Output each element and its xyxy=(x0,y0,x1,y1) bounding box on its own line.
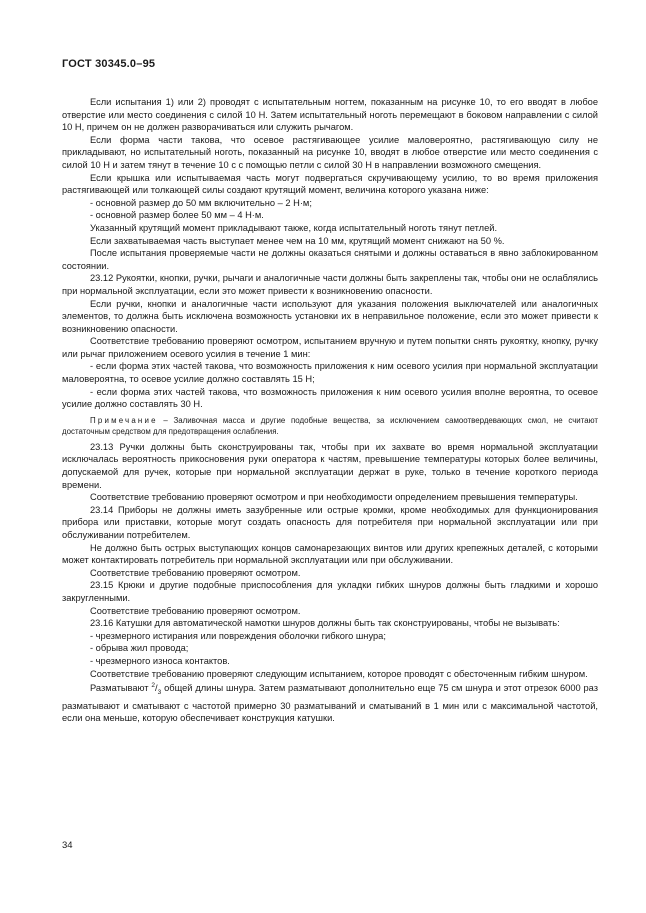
clause-23-15: 23.15 Крюки и другие подобные приспособления для укладки гибких шнуров должны быть гладкими и хорошо закругленными. xyxy=(62,580,598,603)
paragraph: Если крышка или испытываемая часть могут подвергаться скручивающему усилию, то во время приложения растягивающей или толкающей силы создают крутящий момент, величина которого указана ниже: xyxy=(62,172,598,196)
paragraph: Если форма части такова, что осевое растягивающее усилие маловероятно, растягивающую силу не прикладывают, но испытательный ноготь, показанный на рисунке 10, вводят в любое отверстие или место соединения с силой 10 Н и затем тянут в течение 10 с с помощью петли с силой 30 Н в направлении возможного смещения. xyxy=(62,134,598,170)
list-item: - чрезмерного износа контактов. xyxy=(90,655,230,666)
document-body xyxy=(62,96,598,725)
list-item: - обрыва жил провода; xyxy=(90,643,189,654)
clause-23-14: 23.14 Приборы не должны иметь зазубренные или острые кромки, кроме необходимых для функционирования прибора или приставки, которые могут создать опасность для потребителя при нормальной эксплуатации или при обслуживании потребителем. xyxy=(62,504,598,540)
paragraph: Если захватываемая часть выступает менее чем на 10 мм, крутящий момент снижают на 50 %. xyxy=(90,235,505,246)
clause-23-12: 23.12 Рукоятки, кнопки, ручки, рычаги и аналогичные части должны быть закреплены так, чтобы они не ослаблялись при нормальной эксплуатации, если это может привести к возникновению опасности. xyxy=(62,273,598,296)
paragraph: Если ручки, кнопки и аналогичные части используют для указания положения выключателей или аналогичных элементов, то должна быть исключена возможность установки их в неправильное положение, если это может привести к возникновению опасности. xyxy=(62,298,598,334)
paragraph: Соответствие требованию проверяют осмотром. xyxy=(90,567,301,578)
paragraph: Соответствие требованию проверяют осмотром и при необходимости определением превышения температуры. xyxy=(90,492,578,503)
document-header: ГОСТ 30345.0–95 xyxy=(62,58,156,70)
paragraph: Соответствие требованию проверяют осмотром, испытанием вручную и путем попытки снять рукоятку, кнопку, ручку или рычаг приложением осевого усилия в течение 1 мин: xyxy=(62,336,598,359)
paragraph: Соответствие требованию проверяют осмотром. xyxy=(90,605,301,616)
note-label: Примечание xyxy=(90,415,158,425)
note xyxy=(62,415,598,437)
list-item: - если форма этих частей такова, что возможность приложения к ним осевого усилия вполне вероятна, то осевое усилие должно составлять 30 Н. xyxy=(62,386,598,410)
clause-23-13: 23.13 Ручки должны быть сконструированы так, чтобы при их захвате во время нормальной эксплуатации исключалась вероятность прикосновения руки оператора к частям, превышение температуры которых более величины, допускаемой для ручек, которые при нормальной эксплуатации держат в руке, только в течение короткого периода времени. xyxy=(62,441,598,490)
clause-23-16: 23.16 Катушки для автоматической намотки шнуров должны быть так сконструированы, чтобы не вызывать: xyxy=(90,618,560,629)
list-item: - основной размер более 50 мм – 4 Н·м. xyxy=(90,210,264,221)
paragraph: После испытания проверяемые части не должны оказаться снятыми и должны оставаться в явно заблокированном состоянии. xyxy=(62,248,598,271)
fraction-denominator: 3 xyxy=(157,689,162,697)
list-item: - чрезмерного истирания или повреждения оболочки гибкого шнура; xyxy=(90,630,386,641)
note-text: – Заливочная масса и другие подобные вещества, за исключением самоотвердевающих смол, не считают достаточным средством для предотвращения ослабления. xyxy=(62,415,598,436)
page-number: 34 xyxy=(62,840,73,851)
list-item: - основной размер до 50 мм включительно – 2 Н·м; xyxy=(90,197,312,208)
paragraph: Если испытания 1) или 2) проводят с испытательным ногтем, показанным на рисунке 10, то его вводят в любое отверстие или место соединения с силой 10 Н. Затем испытательный ноготь перемещают в боковом направлении с силой 10 Н, причем он не должен разворачиваться или служить рычагом. xyxy=(62,97,598,133)
fraction-numerator: 2 xyxy=(151,682,156,690)
paragraph: Соответствие требованию проверяют следующим испытанием, которое проводят с обесточенным гибким шнуром. xyxy=(90,668,588,679)
paragraph: Не должно быть острых выступающих концов самонарезающих винтов или других крепежных деталей, с которыми может контактировать потребитель при нормальной эксплуатации или при обслуживании. xyxy=(62,542,598,566)
paragraph-last: Разматывают $^2/_3$ общей длины шнура. Затем разматывают дополнительно еще 75 см шнура и этот отрезок 6000 раз разматывают и сматывают с частотой примерно 30 разматываний и сматываний в 1 мин или с максимальной частотой, если она меньше, которую обеспечивает конструкция катушки. xyxy=(62,682,598,724)
list-item: - если форма этих частей такова, что возможность приложения к ним осевого усилия при нормальной эксплуатации маловероятна, то осевое усилие должно составлять 15 Н; xyxy=(62,361,598,385)
paragraph: Указанный крутящий момент прикладывают также, когда испытательный ноготь тянут петлей. xyxy=(90,222,498,233)
